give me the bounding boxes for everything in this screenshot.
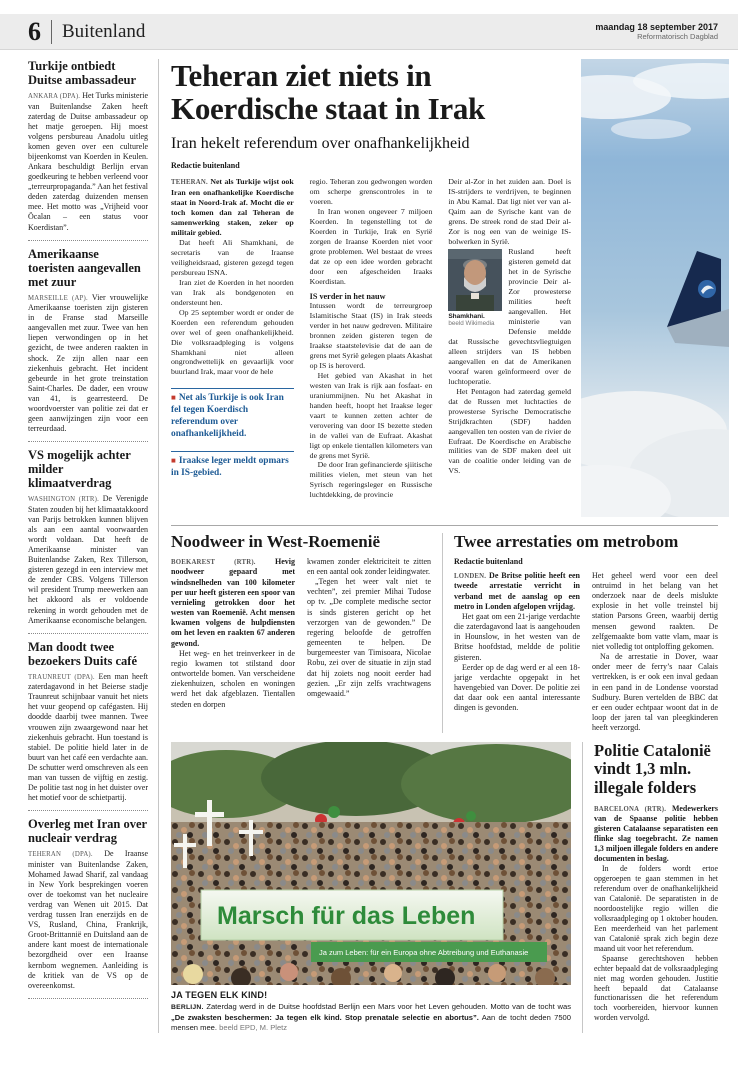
section-divider (171, 525, 718, 526)
paragraph: Deir al-Zor in het zuiden aan. Doel is IS-strijders te verdrijven, te beginnen in Abu Kamal. Dat ligt niet ver van al-Qaim aan de Syrische kant van de grens. De streek rond de stad Deir al-Zor is nog een van de weinige IS-bolwerken in Syrië. (448, 177, 572, 247)
paragraph: regio. Teheran zou gedwongen worden om scherpe grenscontroles in te voeren. (309, 177, 433, 207)
page-number: 6 (28, 16, 41, 46)
sidebar-article-title: Overleg met Iran over nucleair verdrag (28, 817, 147, 846)
caption-credit: beeld EPD, M. Pletz (219, 1023, 288, 1033)
paragraph: Dat heeft Ali Shamkhani, de secretaris van de Iraanse veiligheidsraad, gisteren gezegd tegen persbureau ISNA. (171, 237, 294, 277)
catalonia-intro (594, 804, 718, 864)
metro-columns (454, 571, 718, 734)
catalonia-article (582, 742, 718, 1033)
sidebar-article-title: Man doodt twee bezoekers Duits café (28, 639, 137, 668)
metro-column-1 (454, 571, 580, 734)
sidebar-article-body (28, 494, 148, 626)
paragraph: In Iran wonen ongeveer 7 miljoen Koerden. In tegenstelling tot de Koerden in Turkije, Irak en Syrië zorgen de Iraanse Koerden niet voor grote problemen. Wel bestaat de vrees dat ze op een idee worden gebracht door een afgescheiden Iraaks Koerdistan. (309, 207, 433, 286)
lead-columns (171, 177, 571, 500)
sidebar-article-body (28, 849, 148, 991)
photo-caption (171, 1002, 571, 1033)
section-name: Buitenland (62, 20, 146, 42)
dateline: TRAUNREUT (DPA). (28, 673, 95, 681)
sidebar-article-title: Amerikaanse toeristen aangevallen met zuur (28, 246, 141, 289)
sidebar-article-turkije (28, 59, 148, 241)
sidebar-article-title: VS mogelijk achter milder klimaatverdrag (28, 448, 131, 491)
lead-story-row (171, 59, 718, 517)
metro-article (443, 533, 718, 733)
paragraph: „Tegen het weer valt niet te vechten”, zei premier Mihai Tudose op tv. „De complete medische sector is sinds gisteren gericht op het verzorgen van de gewonden.” De regering beloofde de getroffen gemeenten te helpen. De burgemeester van Timisoara, Nicolae Robu, zei over de situatie in zijn stad dat hij zoiets nog nooit eerder had gezien. „Er zijn zelfs vrachtwagens omgewaaid.” (307, 577, 431, 698)
dateline: BOEKAREST (RTR). (171, 558, 256, 566)
masthead (0, 14, 738, 50)
paragraph: Iran ziet de Koerden in het noorden van Irak als bondgenoten en ondersteunt hen. (171, 277, 294, 307)
pull-quote-text: Net als Turkije is ook Iran fel tegen Koerdisch referendum over onafhankelijkheid. (171, 393, 284, 439)
metro-byline: Redactie buitenland (454, 556, 523, 566)
banner-text: Marsch für das Leben (217, 902, 476, 931)
lead-column-2 (310, 177, 433, 500)
lead-byline: Redactie buitenland (171, 161, 240, 171)
article-text: Hevig noodweer gepaard met windsnelheden van 100 kilometer per uur heeft gisteren een spoor van vernieling getrokken door het westen van Roemenië. Acht mensen kwamen volgens de hulpdiensten om het leven en raakten 67 anderen gewond. (171, 556, 296, 648)
storm-column-2 (307, 557, 431, 710)
lead-subhead: IS verder in het nauw (309, 291, 386, 301)
article-text: Medewerkers van de Spaanse politie hebben gisteren Catalaanse separatisten een flinke slag toegebracht. Ze namen 1,3 miljoen illegale folders en andere documenten in beslag. (594, 803, 718, 864)
inset-photo-caption: Shamkhani. (448, 313, 485, 321)
dateline: WASHINGTON (RTR). (28, 496, 100, 504)
article-text: De Britse politie heeft een tweede arrestatie verricht in verband met de aanslag op een metro in Londen afgelopen vrijdag. (454, 570, 580, 611)
sidebar-article-title: Turkije ontbiedt Duitse ambassadeur (28, 59, 136, 87)
article-text: De Iraanse minister van Buitenlandse Zaken, Mohamed Jawad Sharif, zal vandaag in New York besprekingen voeren over de toekomst van het nucleaire verdrag van Wenen uit 2015. Dat verdrag tussen Iran enerzijds en de VS, Rusland, China, Frankrijk, Groot-Brittannië en Duitsland aan de andere kant moest de internationale bezorgdheid over een Iraanse kernbom wegnemen. Aanleiding is de kritiek van de VS op de overeenkomst. (28, 849, 149, 990)
lead-intro (171, 177, 294, 238)
dateline: TEHERAN (DPA). (28, 851, 93, 859)
lead-column-3 (448, 177, 571, 500)
main-area (159, 59, 718, 1033)
photo-caption-title: JA TEGEN ELK KIND! (171, 990, 268, 1001)
paragraph: Het weg- en het treinverkeer in de regio kwamen tot stilstand door ontwortelde bomen. Van verscheidene ziekenhuizen, scholen en woningen werd het dak afgeblazen. Tientallen steden en dorpen (171, 648, 295, 709)
square-bullet-icon: ■ (171, 393, 176, 403)
article-text: Net als Turkije wijst ook Iran een onafhankelijke Koerdische staat in Noord-Irak af. Mocht die er toch komen dan zal Teheran de samenwerking staken, zeker op militair gebied. (171, 177, 294, 237)
article-text: De Verenigde Staten zouden bij het klimaatakkoord van Parijs betrokken kunnen blijven als aan een aantal voorwaarden wordt voldaan. Dat heeft de Amerikaanse minister van Buitenlandse Zaken, Rex Tillerson, gisteren gezegd in een interview met de zender CBS. Volgens Tillerson wil president Trump meewerken aan het akkoord als er voldoende rekening in wordt gehouden met de Amerikaanse economische belangen. (28, 494, 148, 625)
storm-intro (171, 557, 295, 649)
article-text: Vier vrouwelijke Amerikaanse toeristen zijn gisteren in de Franse stad Marseille aangevallen met zuur. Twee van hen liepen verwondingen op in het gezicht, de twee anderen raakten in shock. Ze zijn allen naar een ziekenhuis gebracht. Het incident gebeurde in het grote treinstation Saint-Charles. De dader, een vrouw van 41, is gearresteerd. De woordvoerster van politie zei dat er geen aanwijzingen zijn voor een terreurdaad. (28, 292, 148, 434)
paper-name: Reformatorisch Dagblad (637, 32, 718, 41)
paragraph: Op 25 september wordt er onder de Koerden een referendum gehouden over wel of geen onafhankelijkheid. Die volksraadpleging is volgens Shamkhani niet alleen ongrondwettelijk en gevaarlijk voor buurland Irak, maar voor de hele (171, 307, 294, 377)
pull-quote-text: Iraakse leger meldt opmars in IS-gebied. (171, 456, 289, 479)
banner-subtext: Ja zum Leben: für ein Europa ohne Abtreibung und Euthanasie (319, 948, 529, 958)
vertical-divider (51, 20, 52, 44)
bottom-row (171, 742, 718, 1033)
article-text: Een man heeft zaterdagavond in het Beierse stadje Traunreut schijnbaar vanuit het niets het vuur geopend op cafégasten. Hij doodde daarbij twee mannen. Twee vrouwen zijn zwaargewond naar het ziekenhuis gebracht. Hun toestand is stabiel. De politie hield later in de buurt van het café een verdachte aan. De schutter werd omschreven als een man van tussen de vijftig en zestig. De politie tast nog in het duister over het motief voor de schietpartij. (28, 671, 148, 803)
sidebar-article-body (28, 293, 148, 435)
caption-text: Aan de tocht deden 7500 mensen mee. (171, 1013, 571, 1033)
paragraph: Het Pentagon had zaterdag gemeld dat de Russen met luchtacties de prowesterse Syrische Democratische Strijdkrachten (SDF) hadden aangevallen ten oosten van de rivier de Eufraat. De Koerdische en Arabische milities van de SDF maken deel uit van de coalitie onder leiding van de VS. (448, 386, 572, 476)
lead-article (171, 59, 571, 517)
paragraph: kwamen zonder elektriciteit te zitten en een aantal ook zonder leidingwater. (307, 556, 431, 576)
paragraph: Het gaat om een 21-jarige verdachte die zaterdagavond laat is aangehouden in Hounslow, in het westen van de Britse hoofdstad, meldde de politie gisteren. (454, 611, 580, 662)
storm-title: Noodweer in West-Roemenië (171, 532, 381, 551)
storm-columns (171, 557, 431, 710)
dateline: BARCELONA (RTR). (594, 805, 667, 813)
middle-row (171, 533, 718, 733)
article-text: Het Turks ministerie van Buitenlandse Zaken heeft zaterdag de Duitse ambassadeur op het matje geroepen. Hij moest volgens persbureau Anadolu uitleg komen geven over een culturele bijeenkomst van Koerden in Keulen. Ankara beschuldigt Berlijn ervan goedkeuring te hebben verleend voor „terreurpropaganda.” Aan het festival deden zaterdag duizenden mensen mee. Het motto was „Vrijheid voor Öcalan – een status voor Koerdistan”. (28, 91, 149, 232)
dateline: ANKARA (DPA). (28, 93, 81, 100)
demonstration-photo-block (171, 742, 571, 1033)
metro-column-2 (592, 571, 718, 734)
caption-quote: „De zwaksten beschermen: Ja tegen elk kind. Stop prenatale selectie en abortus”. (171, 1013, 479, 1023)
shamkhani-portrait-block (448, 249, 502, 327)
lead-headline: Teheran ziet niets in Koerdische staat in Irak (171, 58, 485, 127)
paragraph: Spaanse gerechtshoven hebben echter bepaald dat de volksraadpleging niet mag worden gehouden. Justitie heeft bepaald dat Catalaanse functionarissen die het referendum toch voorbereiden, hiervoor kunnen worden vervolgd. (594, 953, 718, 1023)
square-bullet-icon: ■ (171, 456, 176, 466)
airplane-photo-block (581, 59, 729, 517)
storm-article (171, 533, 443, 733)
issue-date: maandag 18 september 2017 (595, 22, 718, 32)
march-for-life-photo (171, 742, 571, 985)
shamkhani-photo (448, 249, 502, 311)
dateline: TEHERAN. (171, 179, 208, 187)
paragraph: Rusland heeft gisteren gemeld dat het in de Syrische provincie Deir al-Zor prowesterse milities heeft aangevallen. Het ministerie van Defensie meldde dat Russische gevechtsvliegtuigen alleen strijders van IS hebben aangevallen en dat de Amerikanen vooraf waren geïnformeerd over de luchtoperatie. (448, 247, 572, 386)
paragraph: De door Iran gefinancierde sjiitische milities vielen, met steun van het Syrisch regeringsleger en Russische luchtdekking, de provincie (309, 460, 433, 500)
paragraph: Na de arrestatie in Dover, waar onder meer de ferry’s naar Calais vertrekken, is er ook een inval gedaan in een pand in de Londense voorstad Sudbury. Buren vertelden de BBC dat er een ouder echtpaar woont dat in de loop der jaren tal van pleegkinderen heeft verzorgd. (592, 652, 718, 733)
dateline: LONDEN. (454, 572, 487, 580)
metro-title: Twee arrestaties om metrobom (454, 532, 679, 551)
paragraph: Het gebied van Akashat in het westen van Irak is rijk aan fosfaat- en uraniummijnen. Nu het Akashat in handen heeft, hoopt het Iraakse leger vaart te kunnen zetten achter de verovering van door IS bezette steden in de vallei van de Eufraat. Akashat ligt op enkele tientallen kilometers van de grens met Syrië. (309, 370, 433, 460)
storm-column-1 (171, 557, 295, 710)
sidebar-article-cafe (28, 634, 148, 812)
lead-subtitle: Iran hekelt referendum over onafhankelijkheid (171, 135, 470, 153)
sidebar-article-marseille (28, 241, 148, 443)
sidebar-article-body (28, 672, 148, 804)
sidebar-article-klimaat (28, 442, 148, 634)
page-content (0, 50, 738, 1033)
paragraph: Intussen wordt de terreurgroep Islamitische Staat (IS) in Irak steeds verder in het nauw gedreven. Militaire bronnen zeiden gisteren tegen de Iraakse staatstelevisie dat de aan de grens met Syrië gelegen plaats Akashat op IS is heroverd. (309, 300, 433, 370)
pull-quote (171, 451, 294, 480)
paragraph: In de folders wordt ertoe opgeroepen te gaan stemmen in het referendum over de onafhankelijkheid van Catalonië. De separatisten in de noordoostelijke regio willen die volksraadpleging op 1 oktober houden. Een meerderheid van het parlement van Catalonië sprak zich begin deze maand uit voor het referendum. (594, 864, 718, 953)
sidebar-article-body (28, 91, 148, 233)
masthead-right (595, 22, 718, 41)
pull-quote (171, 388, 294, 440)
paragraph: Eerder op de dag werd er al een 18-jarige verdachte opgepakt in het havengebied van Dover. De politie zei dat daar ook een aantal interessante dingen is gevonden. (454, 662, 580, 713)
lead-column-1 (171, 177, 294, 500)
masthead-left (28, 16, 146, 46)
caption-text: Zaterdag werd in de Duitse hoofdstad Berlijn een Mars voor het Leven gehouden. Motto van de tocht was (206, 1002, 571, 1012)
paragraph: Het geheel werd voor een deel ontruimd in het belang van het onderzoek naar de deels mislukte explosie in het volle treinstel bij station Parsons Green, waarbij dertig mensen gewond raakten. De zelfgemaakte bom vatte vlam, maar is niet volledig tot ontploffing gekomen. (592, 570, 718, 651)
metro-intro (454, 571, 580, 612)
sidebar-article-nucleair (28, 811, 148, 999)
catalonia-title: Politie Catalonië vindt 1,3 mln. illegale folders (594, 741, 711, 797)
sidebar-briefs (28, 59, 159, 1033)
airplane-sky-photo (581, 59, 729, 517)
demonstration-photo (171, 742, 571, 985)
inset-photo-credit: beeld Wikimedia (448, 320, 495, 328)
caption-dateline: BERLIJN. (171, 1004, 204, 1012)
dateline: MARSEILLE (AP). (28, 294, 88, 302)
